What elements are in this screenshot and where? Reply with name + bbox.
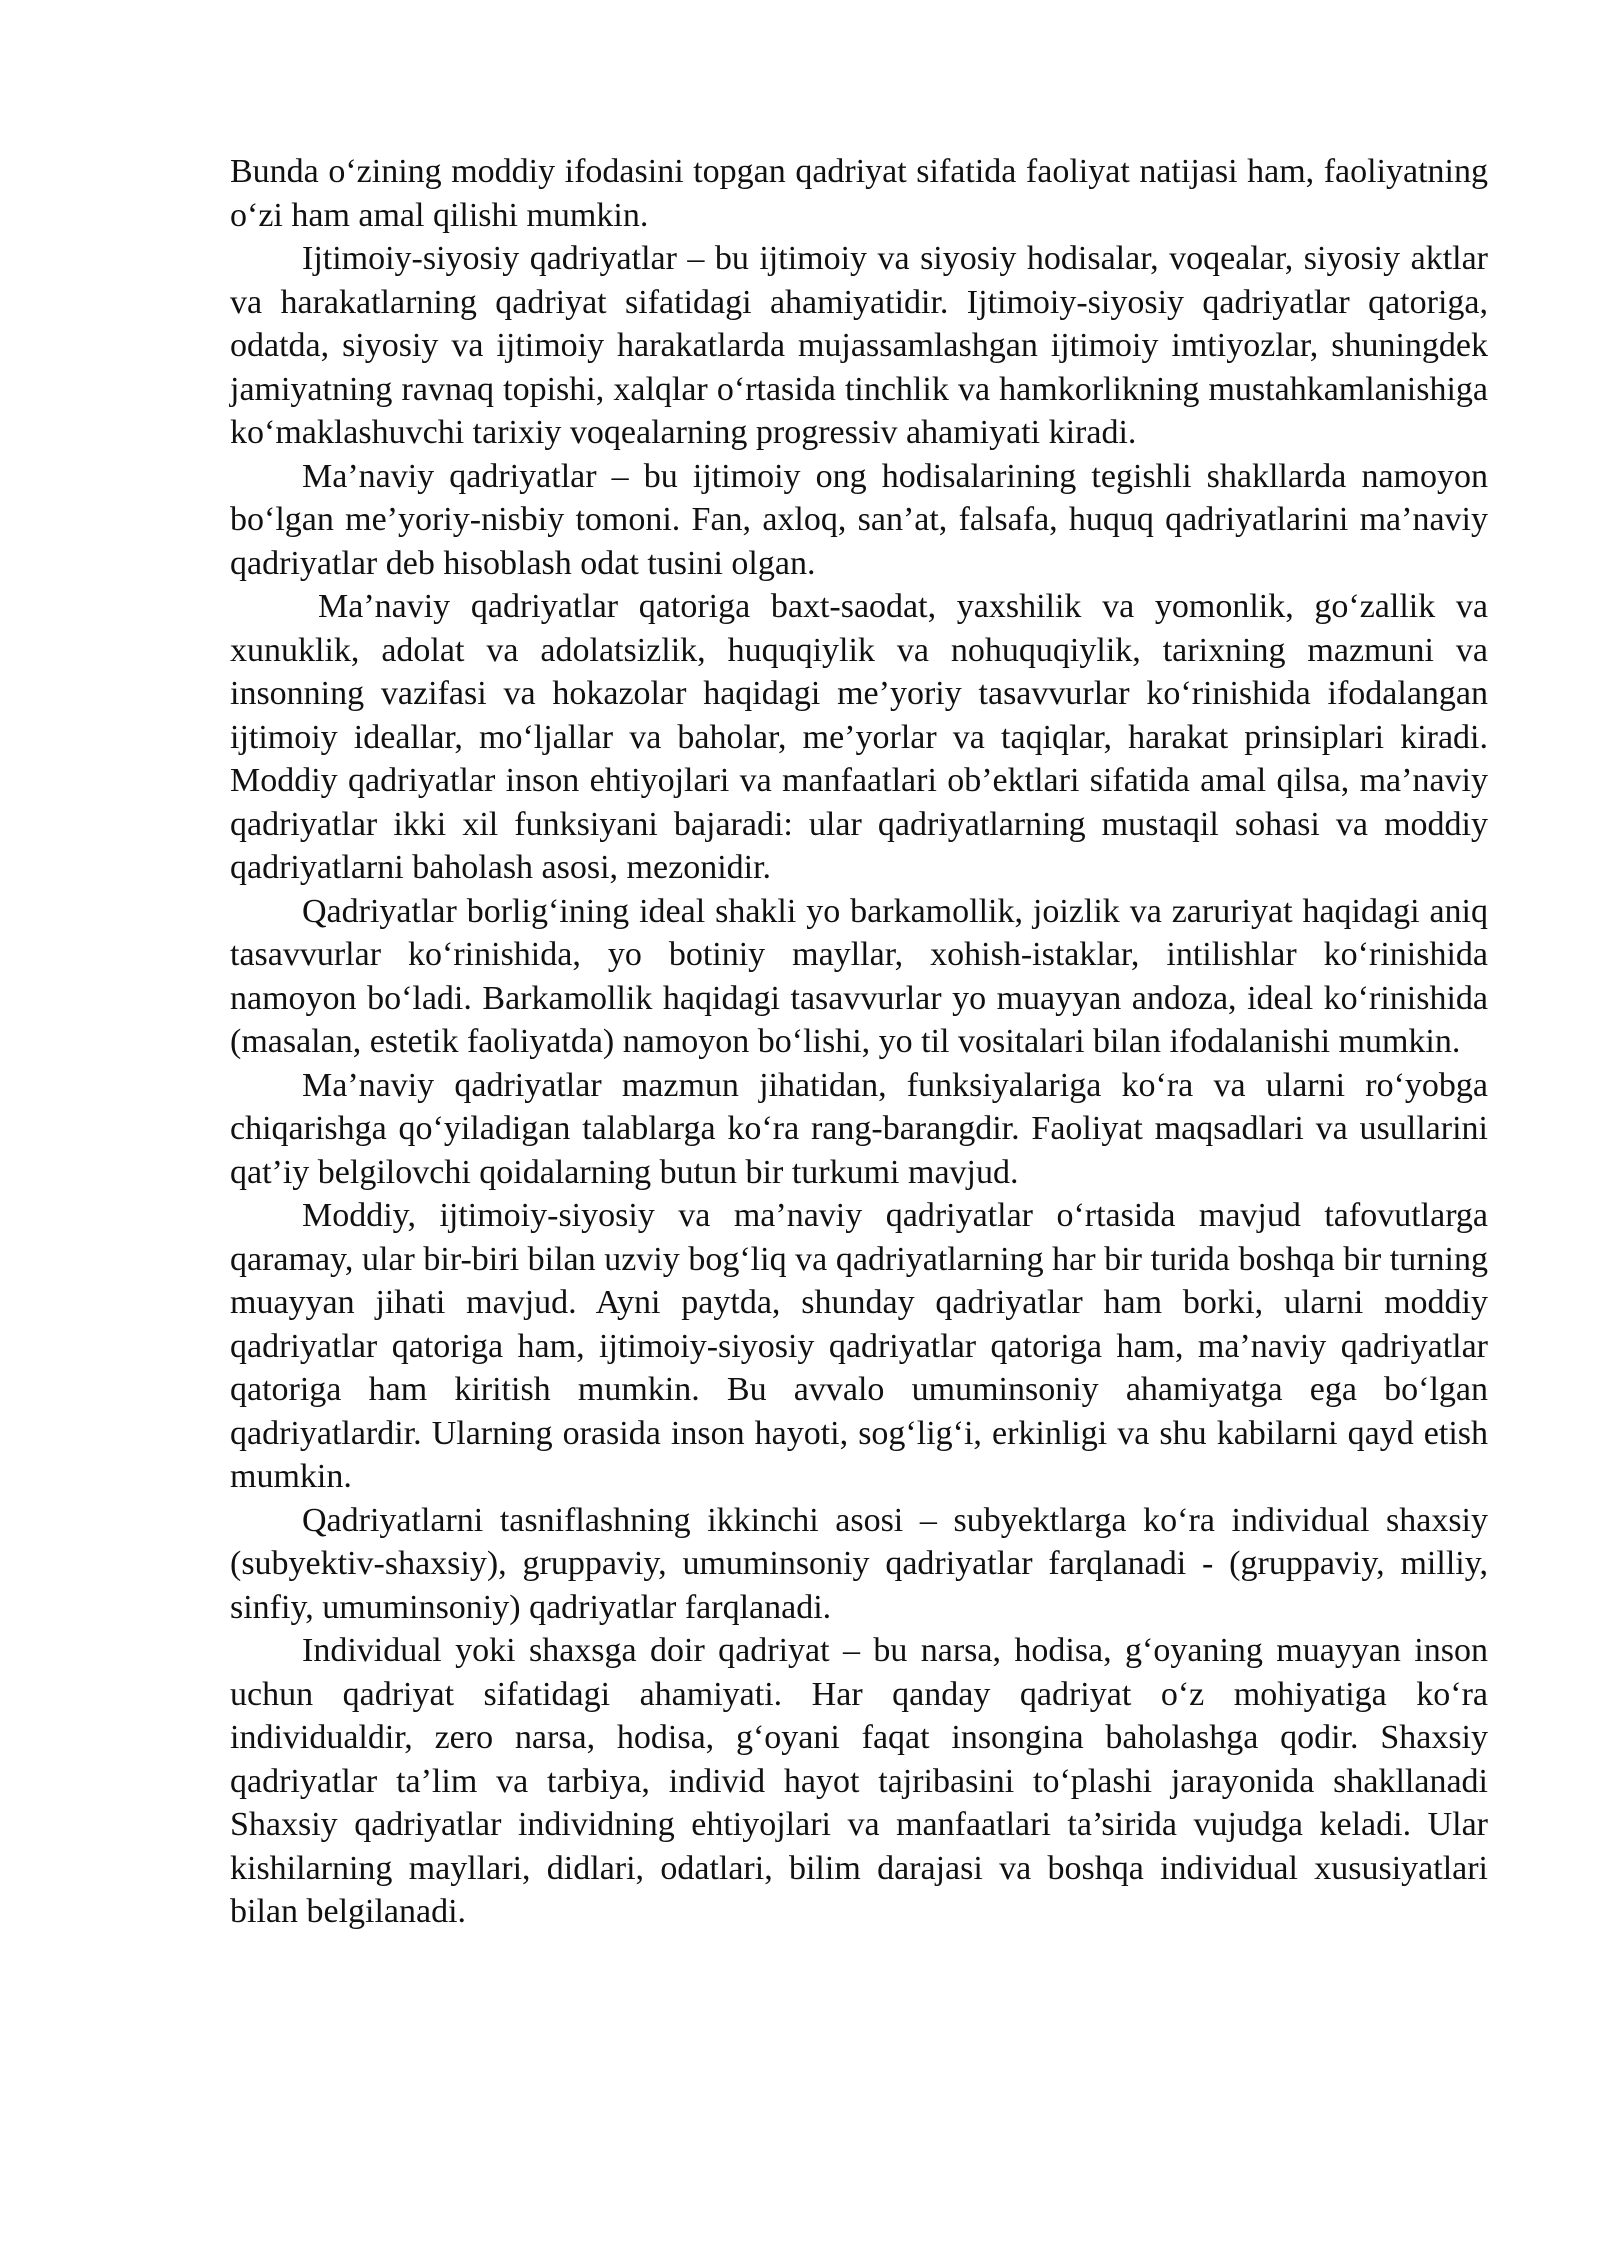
paragraph-ideal-form: Qadriyatlar borlig‘ining ideal shakli yo barkamollik, joizlik va zaruriyat haqidagi aniq tasavvurlar ko‘rinishida, yo botiniy mayllar, xohish-istaklar, intilishlar ko‘rinishida namoyon bo‘ladi. Barkamollik haqidagi tasavvurlar yo muayyan andoza, ideal ko‘rinishida (masalan, estetik faoliyatda) namoyon bo‘lishi, yo til vositalari bilan ifodalanishi mumkin. bbox=[230, 892, 1488, 1060]
paragraph-second-classification: Qadriyatlarni tasniflashning ikkinchi asosi – subyektlarga ko‘ra individual shaxsiy (subyektiv-shaxsiy), gruppaviy, umuminsoniy qadriyatlar farqlanadi - (gruppaviy, milliy, sinfiy, umuminsoniy) qadriyatlar farqlanadi. bbox=[230, 1501, 1488, 1626]
document-page bbox=[230, 150, 1488, 1934]
paragraph-spiritual-values-list: Ma’naviy qadriyatlar qatoriga baxt-saodat, yaxshilik va yomonlik, go‘zallik va xunuklik, adolat va adolatsizlik, huquqiylik va nohuquqiylik, tarixning mazmuni va insonning vazifasi va hokazolar haqidagi me’yoriy tasavvurlar ko‘rinishida ifodalangan ijtimoiy ideallar, mo‘ljallar va baholar, me’yorlar va taqiqlar, harakat prinsiplari kiradi. Moddiy qadriyatlar inson ehtiyojlari va manfaatlari ob’ektlari sifatida amal qilsa, ma’naviy qadriyatlar ikki xil funksiyani bajaradi: ular qadriyatlarning mustaqil sohasi va moddiy qadriyatlarni baholash asosi, mezonidir. bbox=[230, 588, 1488, 886]
paragraph-individual-values: Individual yoki shaxsga doir qadriyat – bu narsa, hodisa, g‘oyaning muayyan inson uchun qadriyat sifatidagi ahamiyati. Har qanday qadriyat o‘z mohiyatiga ko‘ra individualdir, zero narsa, hodisa, g‘oyani faqat insongina baholashga qodir. Shaxsiy qadriyatlar ta’lim va tarbiya, individ hayot tajribasini to‘plashi jarayonida shakllanadi Shaxsiy qadriyatlar individning ehtiyojlari va manfaatlari ta’sirida vujudga keladi. Ular kishilarning mayllari, didlari, odatlari, bilim darajasi va boshqa individual xususiyatlari bilan belgilanadi. bbox=[230, 1632, 1488, 1930]
paragraph-interrelation: Moddiy, ijtimoiy-siyosiy va ma’naviy qadriyatlar o‘rtasida mavjud tafovutlarga qaramay, ular bir-biri bilan uzviy bog‘liq va qadriyatlarning har bir turida boshqa bir turning muayyan jihati mavjud. Ayni paytda, shunday qadriyatlar ham borki, ularni moddiy qadriyatlar qatoriga ham, ijtimoiy-siyosiy qadriyatlar qatoriga ham, ma’naviy qadriyatlar qatoriga ham kiritish mumkin. Bu avvalo umuminsoniy ahamiyatga ega bo‘lgan qadriyatlardir. Ularning orasida inson hayoti, sog‘lig‘i, erkinligi va shu kabilarni qayd etish mumkin. bbox=[230, 1197, 1488, 1495]
paragraph-socio-political-values: Ijtimoiy-siyosiy qadriyatlar – bu ijtimoiy va siyosiy hodisalar, voqealar, siyosiy aktlar va harakatlarning qadriyat sifatidagi ahamiyatidir. Ijtimoiy-siyosiy qadriyatlar qatoriga, odatda, siyosiy va ijtimoiy harakatlarda mujassamlashgan ijtimoiy imtiyozlar, shuningdek jamiyatning ravnaq topishi, xalqlar o‘rtasida tinchlik va hamkorlikning mustahkamlanishiga ko‘maklashuvchi tarixiy voqealarning progressiv ahamiyati kiradi. bbox=[230, 240, 1488, 451]
paragraph-continuation: Bunda o‘zining moddiy ifodasini topgan qadriyat sifatida faoliyat natijasi ham, faoliyatning o‘zi ham amal qilishi mumkin. bbox=[230, 153, 1488, 234]
paragraph-spiritual-values-definition: Ma’naviy qadriyatlar – bu ijtimoiy ong hodisalarining tegishli shakllarda namoyon bo‘lgan me’yoriy-nisbiy tomoni. Fan, axloq, san’at, falsafa, huquq qadriyatlarini ma’naviy qadriyatlar deb hisoblash odat tusini olgan. bbox=[230, 457, 1488, 582]
paragraph-spiritual-content: Ma’naviy qadriyatlar mazmun jihatidan, funksiyalariga ko‘ra va ularni ro‘yobga chiqarishga qo‘yiladigan talablarga ko‘ra rang-barangdir. Faoliyat maqsadlari va usullarini qat’iy belgilovchi qoidalarning butun bir turkumi mavjud. bbox=[230, 1066, 1488, 1191]
